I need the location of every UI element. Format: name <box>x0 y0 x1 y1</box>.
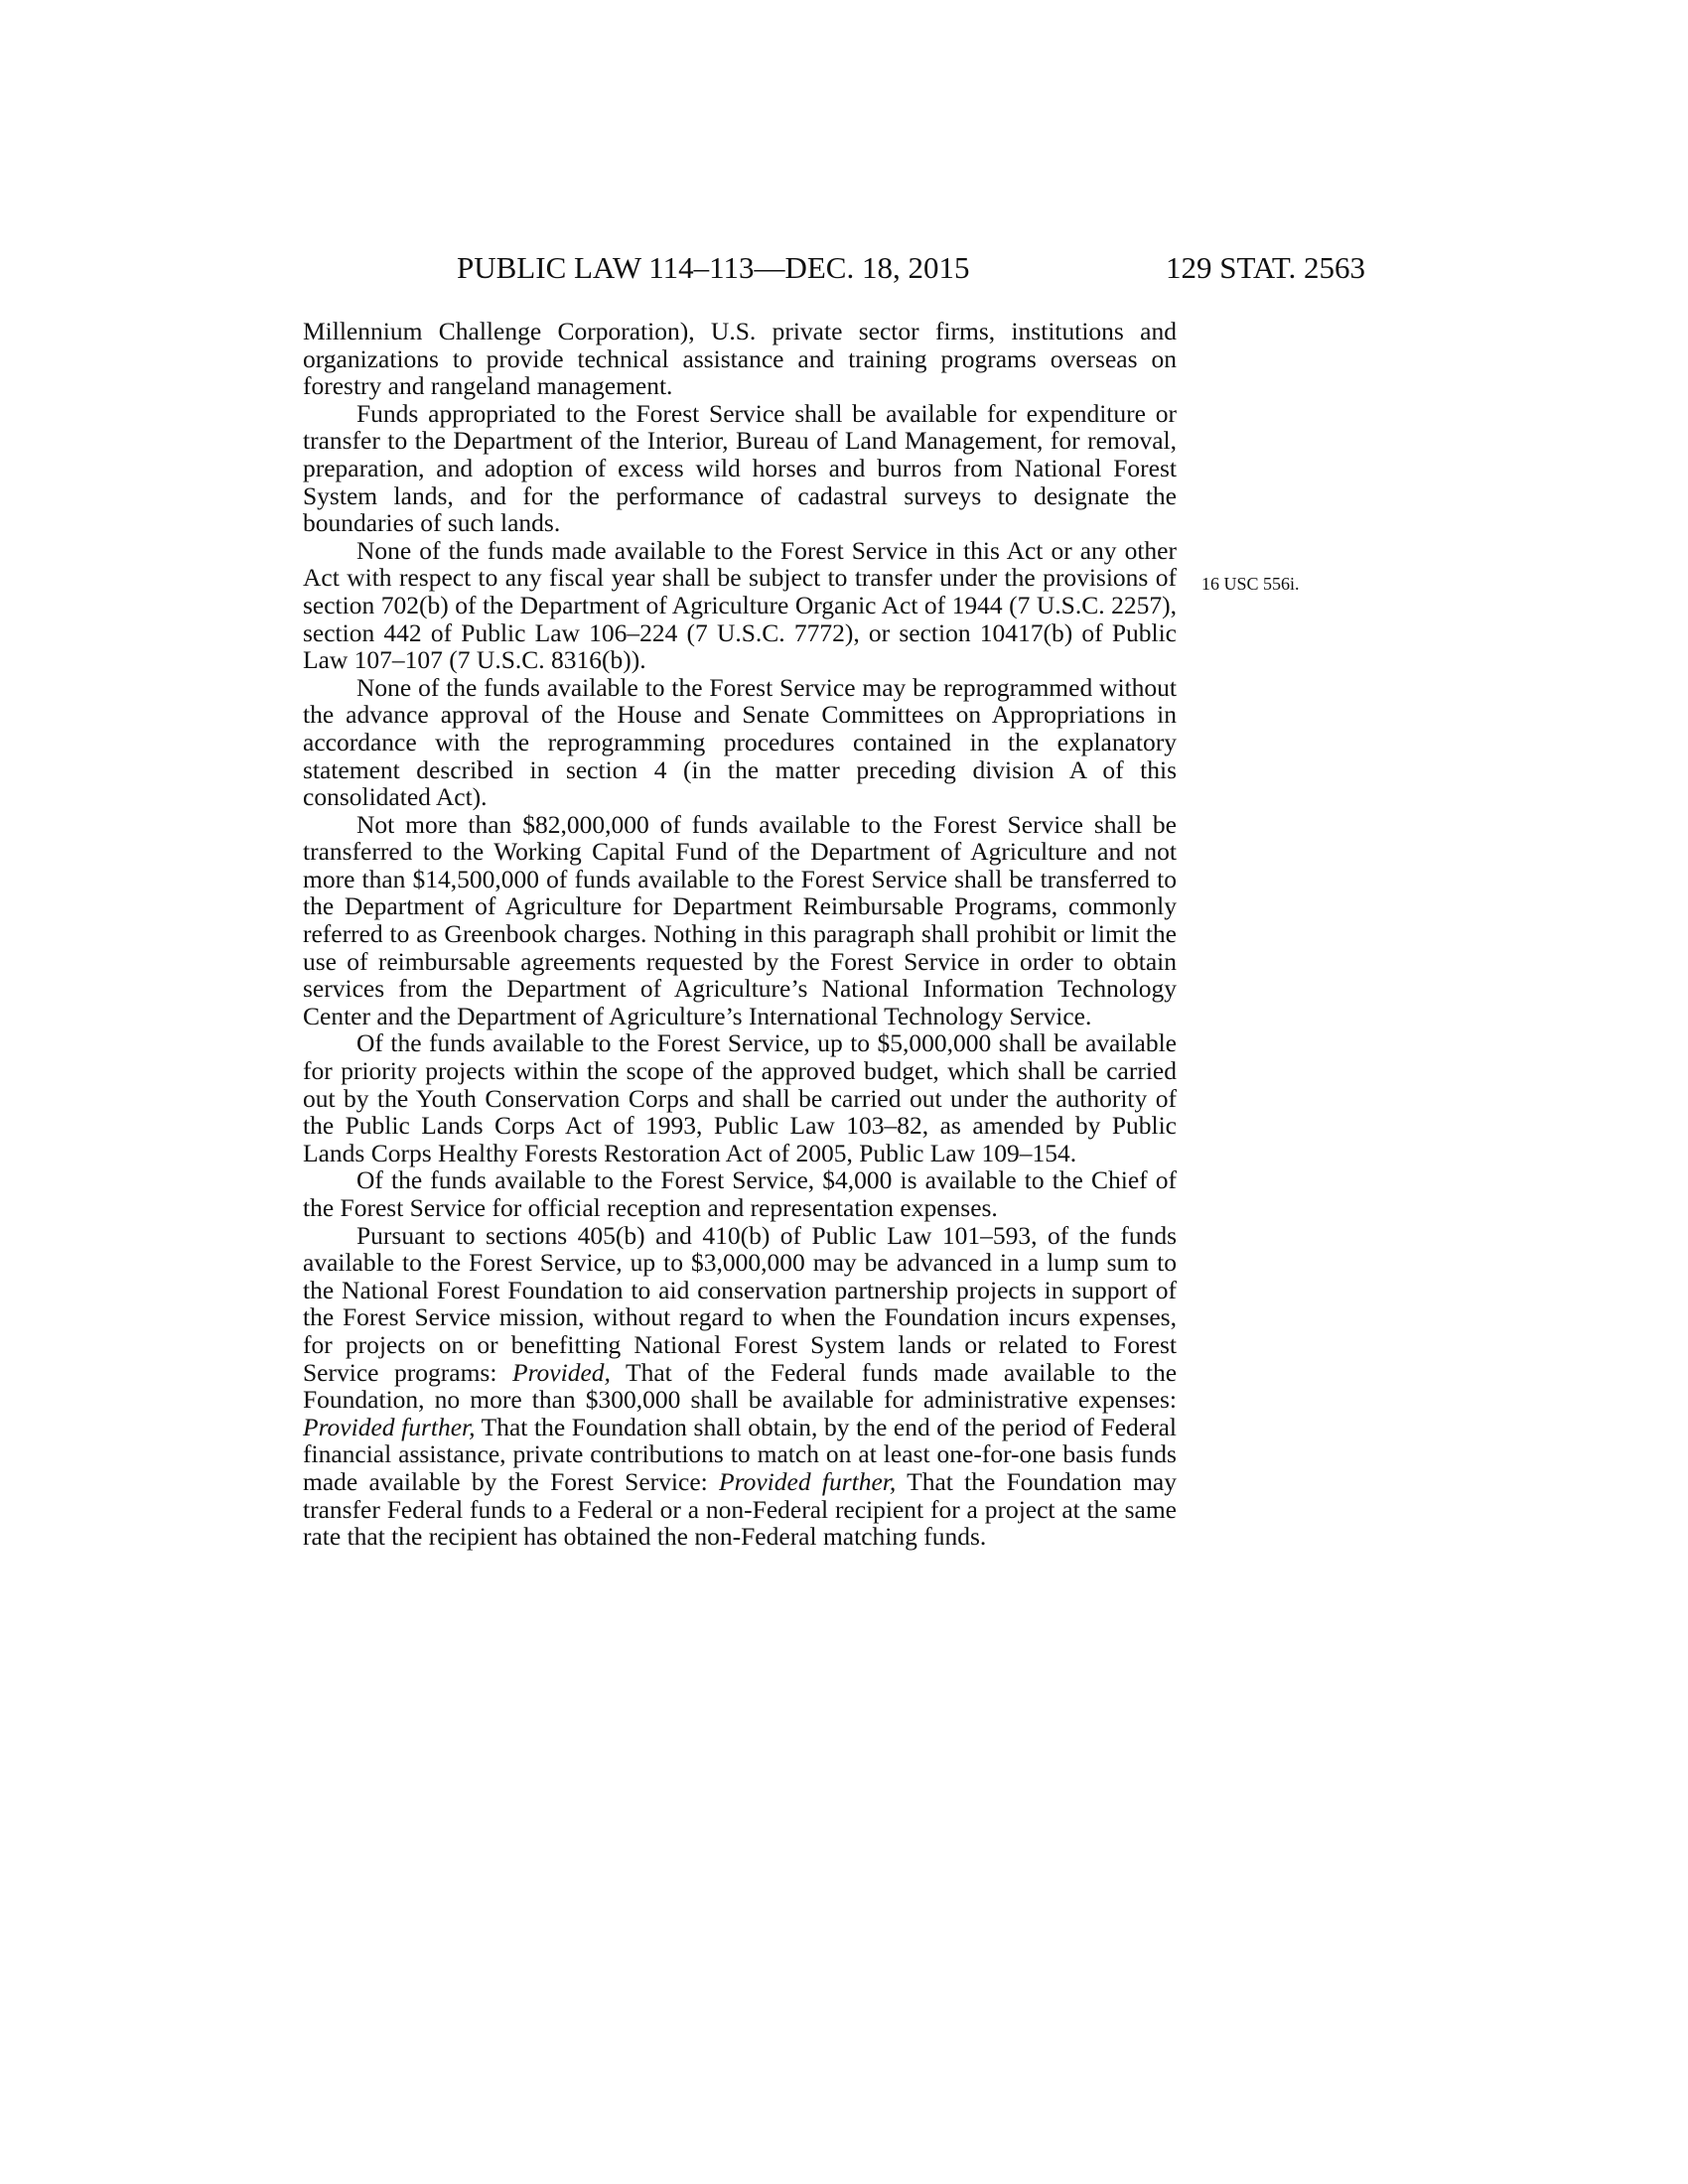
usc-margin-note: 16 USC 556i. <box>1201 574 1300 594</box>
paragraph-working-capital-fund: Not more than $82,000,000 of funds available to the Forest Service shall be transferred to the Working Capital Fund of the Department of Agriculture and not more than $14,500,000 of funds available to the Forest Service shall be transferred to the Department of Agriculture for Department Reimbursable Programs, commonly referred to as Greenbook charges. Nothing in this paragraph shall prohibit or limit the use of reimbursable agreements requested by the Forest Service in order to obtain services from the Department of Agriculture’s National Information Technology Center and the Department of Agriculture’s International Technology Service. <box>303 809 1177 1030</box>
text-segment: Pursuant to sections 405(b) and 410(b) of Public Law 101–593, of the funds available to the Forest Service, up to $3,000,000 may be advanced in a lump sum to the National Forest Foundation to aid conservation partnership projects in support of the Forest Service mission, without regard to when the Foundation incurs expenses, for projects on or benefitting National Forest System lands or related to Forest Service programs: <box>303 1220 1177 1387</box>
statute-page-number: 129 STAT. 2563 <box>1165 250 1365 285</box>
paragraph-wild-horses: Funds appropriated to the Forest Service shall be available for expenditure or transfer to the Department of the Interior, Bureau of Land Management, for removal, preparation, and adoption of excess wild horses and burros from National Forest System lands, and for the performance of cadastral surveys to designate the boundaries of such lands. <box>303 398 1177 538</box>
text-segment: That of the Federal funds made available to the Foundation, no more than $300,000 shall be available for administrative expenses: <box>303 1357 1178 1415</box>
public-law-title: PUBLIC LAW 114–113—DEC. 18, 2015 <box>457 250 970 285</box>
provided-further-clause: Provided further, <box>303 1412 476 1441</box>
document-body <box>303 318 1177 1551</box>
text-segment: That the Foundation may transfer Federal funds to a Federal or a non-Federal recipient for a project at the same rate that the recipient has obtained the non-Federal matching funds. <box>303 1466 1177 1552</box>
paragraph-reception-expenses: Of the funds available to the Forest Service, $4,000 is available to the Chief of the Forest Service for official reception and representation expenses. <box>303 1165 1177 1222</box>
text-segment: That the Foundation shall obtain, by the end of the period of Federal financial assistance, private contributions to match on at least one-for-one basis funds made available by the Forest Service: <box>303 1412 1177 1496</box>
running-head <box>298 248 1365 288</box>
paragraph-reprogramming: None of the funds available to the Forest Service may be reprogrammed without the advance approval of the House and Senate Committees on Appropriations in accordance with the reprogramming procedures contained in the explanatory statement described in section 4 (in the matter preceding division A of this consolidated Act). <box>303 672 1177 812</box>
provided-further-clause: Provided further, <box>719 1466 897 1496</box>
provided-clause: Provided, <box>512 1357 611 1387</box>
paragraph-continued: Millennium Challenge Corporation), U.S. private sector firms, institutions and organizations to provide technical assistance and training programs overseas on forestry and rangeland management. <box>303 317 1177 401</box>
paragraph-national-forest-foundation <box>303 1222 1177 1551</box>
paragraph-youth-conservation-corps: Of the funds available to the Forest Service, up to $5,000,000 shall be available for priority projects within the scope of the approved budget, which shall be carried out by the Youth Conservation Corps and shall be carried out under the authority of the Public Lands Corps Act of 1993, Public Law 103–82, as amended by Public Lands Corps Healthy Forests Restoration Act of 2005, Public Law 109–154. <box>303 1028 1177 1167</box>
paragraph-transfer-restriction: None of the funds made available to the Forest Service in this Act or any other Act with respect to any fiscal year shall be subject to transfer under the provisions of section 702(b) of the Department of Agriculture Organic Act of 1944 (7 U.S.C. 2257), section 442 of Public Law 106–224 (7 U.S.C. 7772), or section 10417(b) of Public Law 107–107 (7 U.S.C. 8316(b)). <box>303 535 1177 675</box>
